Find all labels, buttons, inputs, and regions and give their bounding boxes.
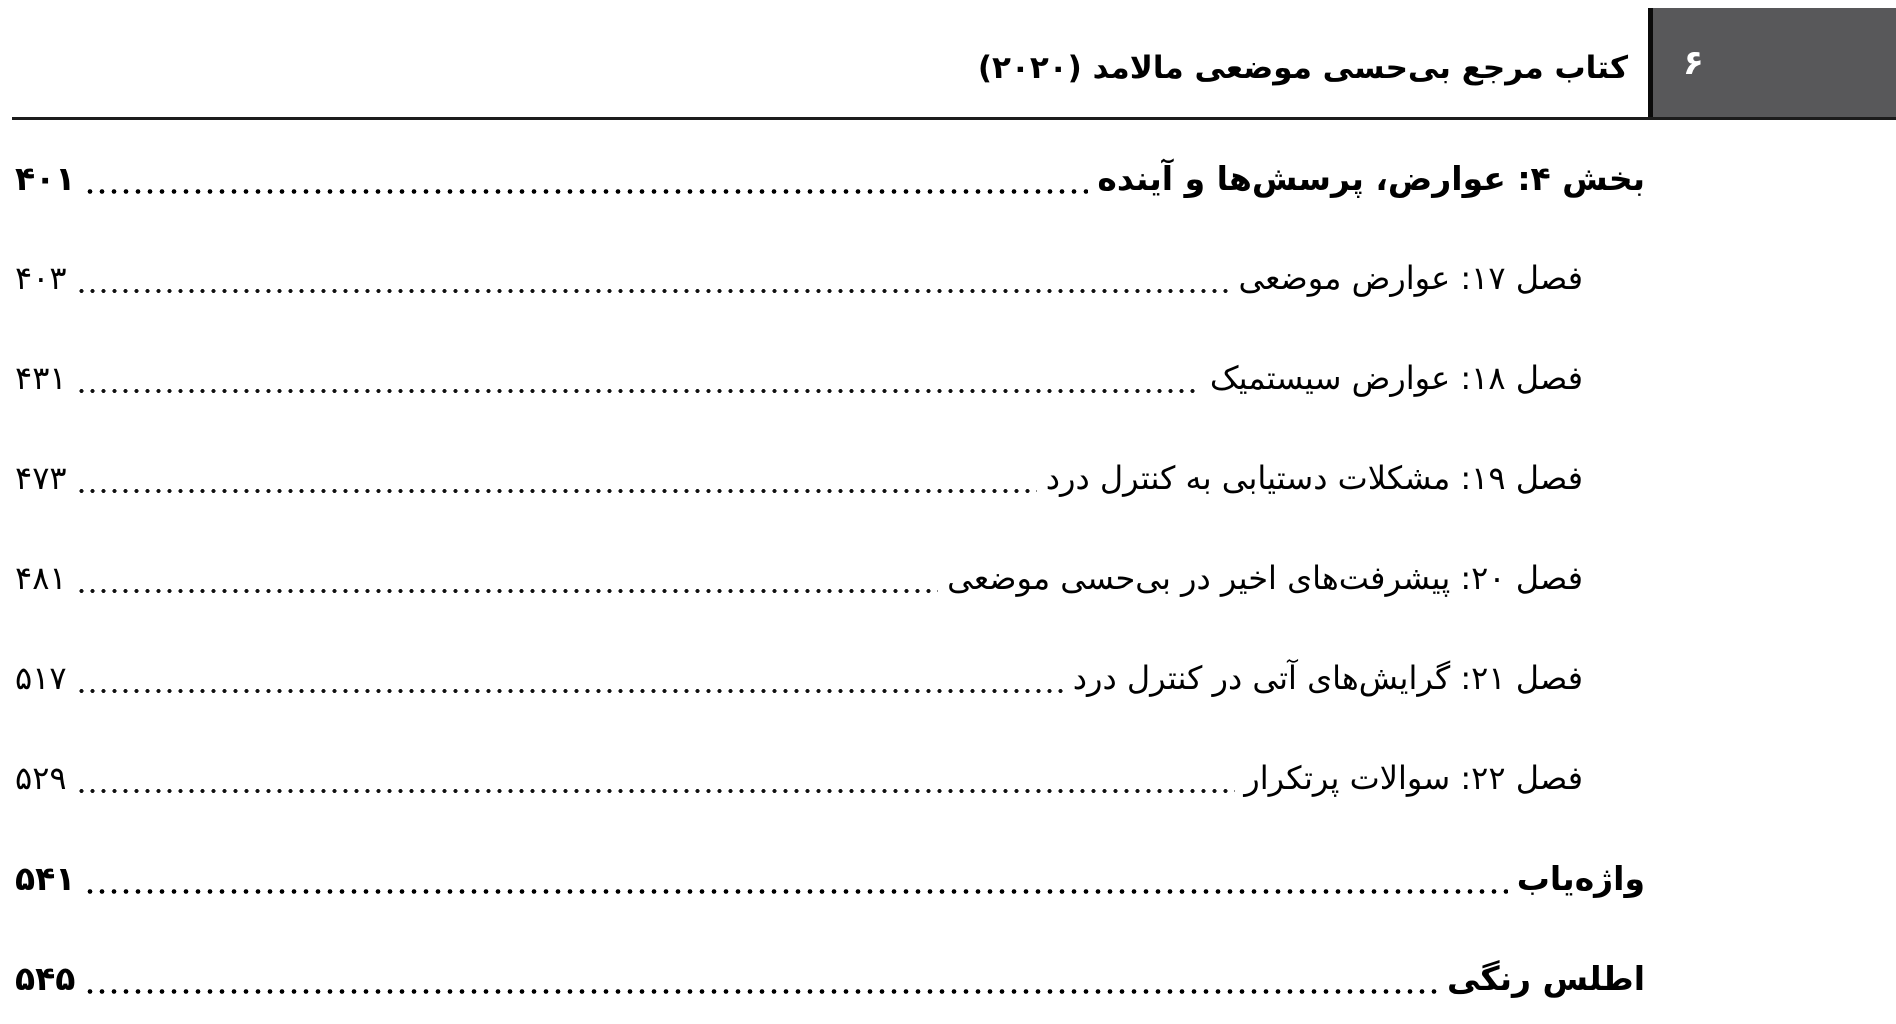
toc-entry <box>15 228 1645 328</box>
toc-entry-title: واژه‌یاب <box>1516 858 1645 898</box>
toc-entry-title: فصل ۲۰: پیشرفت‌های اخیر در بی‌حسی موضعی <box>947 559 1583 597</box>
toc-entry-page: ۴۰۳ <box>15 259 67 297</box>
toc-entry-page: ۴۸۱ <box>15 559 67 597</box>
toc-entry-page: ۵۴۱ <box>15 858 76 898</box>
toc <box>15 128 1645 1024</box>
dot-leader-icon <box>76 728 1236 828</box>
toc-entry-page: ۵۱۷ <box>15 659 67 697</box>
toc-entry-title: بخش ۴: عوارض، پرسش‌ها و آینده <box>1097 158 1645 198</box>
dot-leader-icon <box>76 328 1201 428</box>
dot-leader-icon <box>76 228 1230 328</box>
dot-leader-icon <box>84 128 1088 228</box>
dot-leader-icon <box>84 828 1507 928</box>
toc-entry-page: ۴۰۱ <box>15 158 76 198</box>
toc-entry <box>15 428 1645 528</box>
header-rule <box>12 117 1896 120</box>
toc-entry-title: فصل ۲۲: سوالات پرتکرار <box>1244 759 1583 797</box>
toc-entry-title: فصل ۱۸: عوارض سیستمیک <box>1209 359 1583 397</box>
toc-entry <box>15 628 1645 728</box>
toc-entry-page: ۵۴۵ <box>15 958 76 998</box>
toc-entry-title: فصل ۲۱: گرایش‌های آتی در کنترل درد <box>1072 659 1583 697</box>
toc-entry-title: اطلس رنگی <box>1447 958 1645 998</box>
dot-leader-icon <box>76 428 1037 528</box>
page-number-box <box>1648 8 1896 118</box>
dot-leader-icon <box>76 628 1064 728</box>
dot-leader-icon <box>76 528 939 628</box>
toc-entry-page: ۵۲۹ <box>15 759 67 797</box>
page-number: ۶ <box>1683 43 1704 83</box>
dot-leader-icon <box>84 928 1438 1024</box>
toc-entry-page: ۴۷۳ <box>15 459 67 497</box>
toc-entry <box>15 928 1645 1024</box>
toc-entry <box>15 728 1645 828</box>
toc-entry <box>15 328 1645 428</box>
toc-entry-title: فصل ۱۷: عوارض موضعی <box>1238 259 1583 297</box>
running-head-title: کتاب مرجع بی‌حسی موضعی مالامد (۲۰۲۰) <box>977 50 1628 86</box>
toc-entry <box>15 528 1645 628</box>
toc-entry <box>15 828 1645 928</box>
toc-entry-title: فصل ۱۹: مشکلات دستیابی به کنترل درد <box>1045 459 1583 497</box>
toc-entry <box>15 128 1645 228</box>
toc-entry-page: ۴۳۱ <box>15 359 67 397</box>
